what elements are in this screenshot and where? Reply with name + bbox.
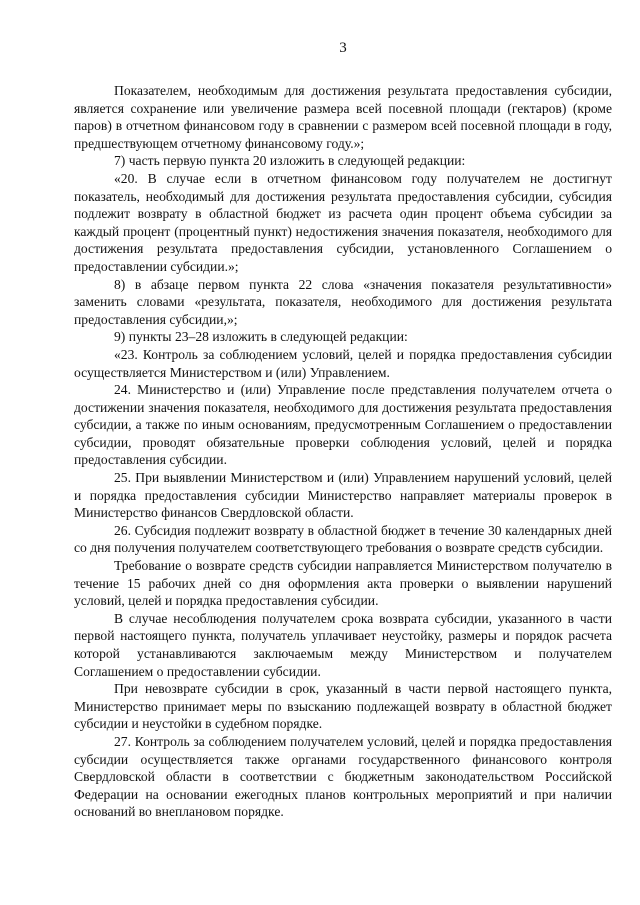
paragraph-clause-26-part-4: При невозврате субсидии в срок, указанный в части первой настоящего пункта, Министерство принимает меры по взысканию подлежащей возврату в областной бюджет субсидии и неустойки в судебном порядке.	[74, 681, 612, 732]
paragraph-clause-27: 27. Контроль за соблюдением получателем условий, целей и порядка предоставления субсидии осуществляется также органами государственного финансового контроля Свердловской области в соответствии с бюджетным законодательством Российской Федерации на основании ежегодных планов контрольных мероприятий и при наличии оснований во внеплановом порядке.	[74, 733, 612, 820]
paragraph-clause-23: «23. Контроль за соблюдением условий, целей и порядка предоставления субсидии осуществляется Министерством и (или) Управлением.	[74, 346, 612, 380]
paragraph-indicator-definition: Показателем, необходимым для достижения результата предоставления субсидии, является сохранение или увеличение размера всей посевной площади (гектаров) (кроме паров) в отчетном финансовом году в сравнении с размером всей посевной площади в году, предшествующем отчетному финансовому году.»;	[74, 83, 612, 151]
paragraph-clause-26-part-2: Требование о возврате средств субсидии направляется Министерством получателю в течение 15 рабочих дней со дня оформления акта проверки о выявлении нарушений условий, целей и порядка предоставления субсидии.	[74, 558, 612, 609]
paragraph-clause-20: «20. В случае если в отчетном финансовом году получателем не достигнут показатель, необходимый для достижения результата предоставления субсидии, субсидия подлежит возврату в областной бюджет из расчета один процент объема субсидии за каждый процент (процентный пункт) недостижения значения показателя, необходимого для достижения результата предоставления субсидии, установленного Соглашением о предоставлении субсидии.»;	[74, 170, 612, 274]
paragraph-clause-24: 24. Министерство и (или) Управление после представления получателем отчета о достижении значения показателя, необходимого для достижения результата предоставления субсидии, а также по иным основаниям, предусмотренным Соглашением о предоставлении субсидии, проводят обязательные проверки соблюдения условий, целей и порядка предоставления субсидии.	[74, 382, 612, 468]
paragraph-item-9: 9) пункты 23–28 изложить в следующей редакции:	[114, 329, 408, 345]
paragraph-item-7: 7) часть первую пункта 20 изложить в следующей редакции:	[114, 153, 466, 169]
paragraph-clause-26: 26. Субсидия подлежит возврату в областной бюджет в течение 30 календарных дней со дня получения получателем соответствующего требования о возврате средств субсидии.	[74, 522, 612, 556]
page-number: 3	[339, 40, 347, 56]
paragraph-clause-26-part-3: В случае несоблюдения получателем срока возврата субсидии, указанного в части первой настоящего пункта, получатель уплачивает неустойку, размеры и порядок расчета которой устанавливаются заключаемым между Министерством и получателем Соглашением о предоставлении субсидии.	[74, 610, 612, 679]
paragraph-item-8: 8) в абзаце первом пункта 22 слова «значения показателя результативности» заменить словами «результата, показателя, необходимого для достижения результата предоставления субсидии,»;	[74, 276, 612, 327]
paragraph-clause-25: 25. При выявлении Министерством и (или) Управлением нарушений условий, целей и порядка предоставления субсидии Министерство направляет материалы проверок в Министерство финансов Свердловской области.	[74, 470, 612, 521]
document-page	[74, 38, 612, 821]
